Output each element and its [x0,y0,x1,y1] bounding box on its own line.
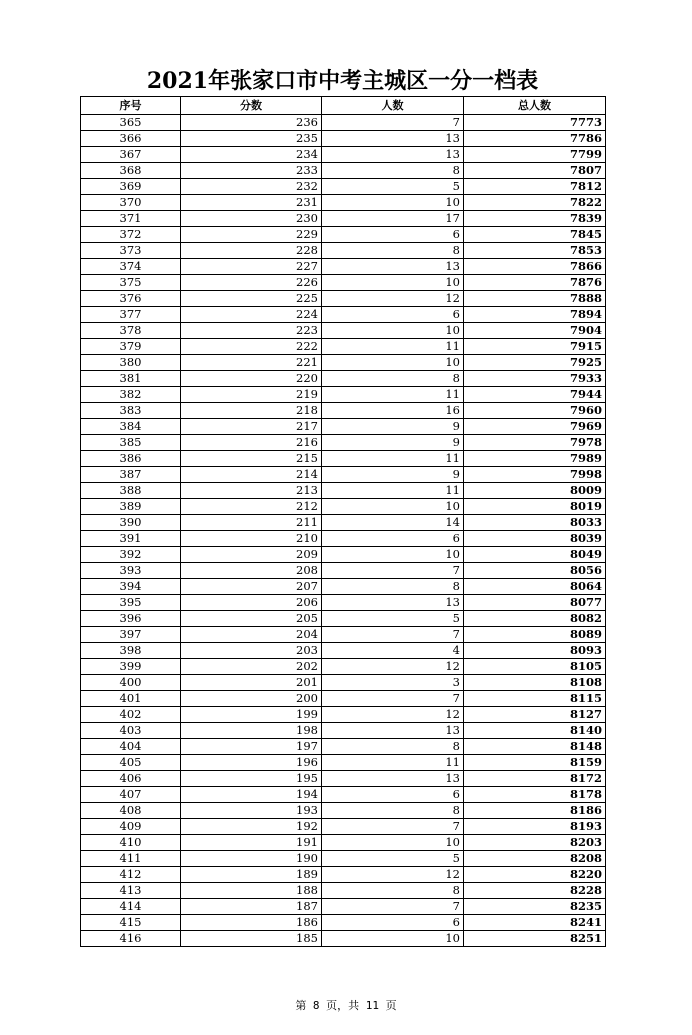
table-row [81,787,606,803]
cell-score: 229 [181,227,322,243]
cell-total: 7894 [464,307,606,323]
cell-seq: 406 [81,771,181,787]
cell-score: 208 [181,563,322,579]
cell-score: 233 [181,163,322,179]
cell-score: 204 [181,627,322,643]
cell-seq: 398 [81,643,181,659]
cell-count: 11 [322,755,464,771]
table-row [81,579,606,595]
table-row [81,211,606,227]
cell-score: 232 [181,179,322,195]
cell-count: 11 [322,483,464,499]
cell-score: 186 [181,915,322,931]
cell-total: 7888 [464,291,606,307]
cell-seq: 402 [81,707,181,723]
cell-score: 199 [181,707,322,723]
table-row [81,867,606,883]
cell-count: 13 [322,147,464,163]
cell-total: 8140 [464,723,606,739]
cell-seq: 380 [81,355,181,371]
cell-score: 223 [181,323,322,339]
cell-total: 7773 [464,115,606,131]
cell-score: 213 [181,483,322,499]
cell-seq: 407 [81,787,181,803]
table-row [81,195,606,211]
cell-score: 194 [181,787,322,803]
cell-seq: 413 [81,883,181,899]
cell-seq: 370 [81,195,181,211]
cell-seq: 378 [81,323,181,339]
cell-count: 12 [322,867,464,883]
cell-score: 195 [181,771,322,787]
cell-total: 8082 [464,611,606,627]
cell-score: 235 [181,131,322,147]
cell-total: 7933 [464,371,606,387]
cell-total: 8115 [464,691,606,707]
cell-count: 8 [322,243,464,259]
cell-score: 185 [181,931,322,947]
table-row [81,931,606,947]
table-row [81,595,606,611]
cell-count: 7 [322,627,464,643]
table-row [81,659,606,675]
cell-score: 234 [181,147,322,163]
table-row [81,739,606,755]
table-row [81,355,606,371]
cell-count: 12 [322,659,464,675]
cell-seq: 392 [81,547,181,563]
cell-count: 8 [322,803,464,819]
cell-seq: 403 [81,723,181,739]
table-row [81,915,606,931]
cell-seq: 400 [81,675,181,691]
cell-total: 7845 [464,227,606,243]
table-row [81,531,606,547]
cell-seq: 369 [81,179,181,195]
cell-total: 8220 [464,867,606,883]
cell-seq: 399 [81,659,181,675]
cell-score: 227 [181,259,322,275]
cell-count: 9 [322,419,464,435]
cell-total: 8077 [464,595,606,611]
cell-score: 187 [181,899,322,915]
table-row [81,819,606,835]
table-row [81,643,606,659]
cell-score: 236 [181,115,322,131]
cell-count: 7 [322,819,464,835]
cell-total: 7969 [464,419,606,435]
cell-count: 16 [322,403,464,419]
cell-seq: 368 [81,163,181,179]
cell-total: 8039 [464,531,606,547]
cell-total: 8033 [464,515,606,531]
cell-score: 197 [181,739,322,755]
table-row [81,131,606,147]
cell-score: 220 [181,371,322,387]
cell-count: 7 [322,691,464,707]
cell-seq: 375 [81,275,181,291]
cell-count: 5 [322,179,464,195]
cell-count: 5 [322,611,464,627]
cell-total: 7998 [464,467,606,483]
table-row [81,227,606,243]
table-row [81,899,606,915]
cell-score: 214 [181,467,322,483]
cell-count: 10 [322,499,464,515]
cell-total: 8049 [464,547,606,563]
cell-score: 200 [181,691,322,707]
table-row [81,611,606,627]
table-row [81,851,606,867]
table-row [81,755,606,771]
cell-total: 8108 [464,675,606,691]
cell-total: 8178 [464,787,606,803]
cell-count: 10 [322,355,464,371]
cell-total: 7904 [464,323,606,339]
cell-seq: 416 [81,931,181,947]
table-row [81,435,606,451]
cell-total: 7915 [464,339,606,355]
table-row [81,179,606,195]
cell-count: 14 [322,515,464,531]
table-row [81,339,606,355]
score-table [80,96,606,947]
table-row [81,467,606,483]
cell-score: 203 [181,643,322,659]
cell-score: 209 [181,547,322,563]
table-row [81,323,606,339]
table-row [81,675,606,691]
cell-score: 210 [181,531,322,547]
cell-seq: 384 [81,419,181,435]
cell-total: 8241 [464,915,606,931]
table-row [81,275,606,291]
cell-seq: 387 [81,467,181,483]
cell-seq: 379 [81,339,181,355]
header-seq: 序号 [81,97,181,115]
cell-seq: 409 [81,819,181,835]
cell-score: 206 [181,595,322,611]
cell-score: 202 [181,659,322,675]
cell-total: 8009 [464,483,606,499]
cell-seq: 376 [81,291,181,307]
cell-count: 7 [322,899,464,915]
cell-seq: 390 [81,515,181,531]
cell-total: 8148 [464,739,606,755]
cell-total: 7812 [464,179,606,195]
cell-count: 10 [322,275,464,291]
cell-seq: 393 [81,563,181,579]
cell-score: 198 [181,723,322,739]
cell-count: 6 [322,531,464,547]
cell-score: 228 [181,243,322,259]
cell-seq: 388 [81,483,181,499]
cell-total: 8064 [464,579,606,595]
cell-score: 207 [181,579,322,595]
table-row [81,403,606,419]
cell-count: 6 [322,307,464,323]
table-row [81,883,606,899]
table-row [81,563,606,579]
cell-total: 7807 [464,163,606,179]
cell-total: 8235 [464,899,606,915]
table-row [81,691,606,707]
cell-count: 6 [322,227,464,243]
cell-total: 7978 [464,435,606,451]
cell-count: 13 [322,259,464,275]
cell-total: 8193 [464,819,606,835]
cell-score: 205 [181,611,322,627]
cell-score: 221 [181,355,322,371]
table-row [81,723,606,739]
cell-score: 226 [181,275,322,291]
cell-score: 211 [181,515,322,531]
cell-total: 8093 [464,643,606,659]
cell-count: 6 [322,787,464,803]
cell-total: 8228 [464,883,606,899]
cell-count: 10 [322,835,464,851]
cell-score: 188 [181,883,322,899]
cell-seq: 411 [81,851,181,867]
cell-score: 190 [181,851,322,867]
cell-score: 191 [181,835,322,851]
cell-seq: 374 [81,259,181,275]
table-row [81,307,606,323]
cell-count: 10 [322,323,464,339]
table-row [81,515,606,531]
cell-seq: 410 [81,835,181,851]
cell-count: 11 [322,387,464,403]
cell-count: 11 [322,339,464,355]
cell-score: 216 [181,435,322,451]
cell-total: 8127 [464,707,606,723]
cell-seq: 371 [81,211,181,227]
cell-score: 189 [181,867,322,883]
header-score: 分数 [181,97,322,115]
cell-count: 11 [322,451,464,467]
cell-score: 212 [181,499,322,515]
cell-total: 7839 [464,211,606,227]
cell-score: 222 [181,339,322,355]
cell-seq: 386 [81,451,181,467]
cell-score: 225 [181,291,322,307]
cell-seq: 385 [81,435,181,451]
cell-total: 7799 [464,147,606,163]
table-row [81,387,606,403]
table-row [81,803,606,819]
header-row [81,97,606,115]
cell-count: 13 [322,723,464,739]
cell-total: 7989 [464,451,606,467]
cell-count: 8 [322,739,464,755]
table-row [81,291,606,307]
cell-total: 8203 [464,835,606,851]
cell-total: 8089 [464,627,606,643]
cell-count: 13 [322,595,464,611]
cell-seq: 383 [81,403,181,419]
header-count: 人数 [322,97,464,115]
cell-count: 10 [322,547,464,563]
cell-seq: 377 [81,307,181,323]
cell-seq: 395 [81,595,181,611]
table-row [81,243,606,259]
table-row [81,115,606,131]
cell-total: 7944 [464,387,606,403]
cell-count: 5 [322,851,464,867]
cell-count: 13 [322,131,464,147]
cell-seq: 397 [81,627,181,643]
table-row [81,147,606,163]
cell-total: 8172 [464,771,606,787]
table-row [81,707,606,723]
cell-count: 4 [322,643,464,659]
cell-total: 8251 [464,931,606,947]
cell-seq: 366 [81,131,181,147]
cell-score: 224 [181,307,322,323]
cell-count: 12 [322,707,464,723]
cell-total: 8105 [464,659,606,675]
table-row [81,835,606,851]
cell-seq: 414 [81,899,181,915]
cell-seq: 408 [81,803,181,819]
table-row [81,771,606,787]
cell-total: 7866 [464,259,606,275]
cell-count: 9 [322,435,464,451]
cell-count: 7 [322,115,464,131]
cell-count: 3 [322,675,464,691]
table-row [81,419,606,435]
cell-score: 201 [181,675,322,691]
cell-total: 7925 [464,355,606,371]
cell-seq: 391 [81,531,181,547]
cell-count: 6 [322,915,464,931]
cell-count: 8 [322,371,464,387]
table-row [81,371,606,387]
cell-seq: 404 [81,739,181,755]
cell-seq: 415 [81,915,181,931]
page-footer: 第 8 页，共 11 页 [295,999,397,1012]
cell-count: 8 [322,163,464,179]
cell-total: 7876 [464,275,606,291]
cell-total: 8186 [464,803,606,819]
table-row [81,483,606,499]
cell-total: 8159 [464,755,606,771]
cell-score: 215 [181,451,322,467]
cell-seq: 367 [81,147,181,163]
cell-seq: 381 [81,371,181,387]
cell-score: 192 [181,819,322,835]
cell-seq: 365 [81,115,181,131]
cell-score: 218 [181,403,322,419]
cell-count: 12 [322,291,464,307]
table-body [81,115,606,947]
cell-count: 13 [322,771,464,787]
cell-total: 7960 [464,403,606,419]
table-row [81,627,606,643]
cell-total: 7853 [464,243,606,259]
cell-seq: 373 [81,243,181,259]
table-row [81,499,606,515]
cell-seq: 396 [81,611,181,627]
table-row [81,451,606,467]
page-title: 2021年张家口市中考主城区一分一档表 [146,68,539,94]
cell-count: 17 [322,211,464,227]
cell-count: 8 [322,883,464,899]
cell-seq: 412 [81,867,181,883]
cell-seq: 405 [81,755,181,771]
cell-seq: 394 [81,579,181,595]
cell-count: 10 [322,931,464,947]
table-row [81,547,606,563]
cell-score: 196 [181,755,322,771]
cell-count: 7 [322,563,464,579]
cell-score: 217 [181,419,322,435]
cell-count: 9 [322,467,464,483]
cell-seq: 382 [81,387,181,403]
cell-total: 7822 [464,195,606,211]
cell-score: 231 [181,195,322,211]
cell-score: 230 [181,211,322,227]
cell-seq: 401 [81,691,181,707]
header-total: 总人数 [464,97,606,115]
cell-seq: 372 [81,227,181,243]
cell-count: 10 [322,195,464,211]
table-row [81,163,606,179]
table-header [81,97,606,115]
cell-total: 7786 [464,131,606,147]
cell-total: 8019 [464,499,606,515]
cell-seq: 389 [81,499,181,515]
cell-total: 8056 [464,563,606,579]
cell-count: 8 [322,579,464,595]
cell-total: 8208 [464,851,606,867]
cell-score: 193 [181,803,322,819]
cell-score: 219 [181,387,322,403]
table-row [81,259,606,275]
